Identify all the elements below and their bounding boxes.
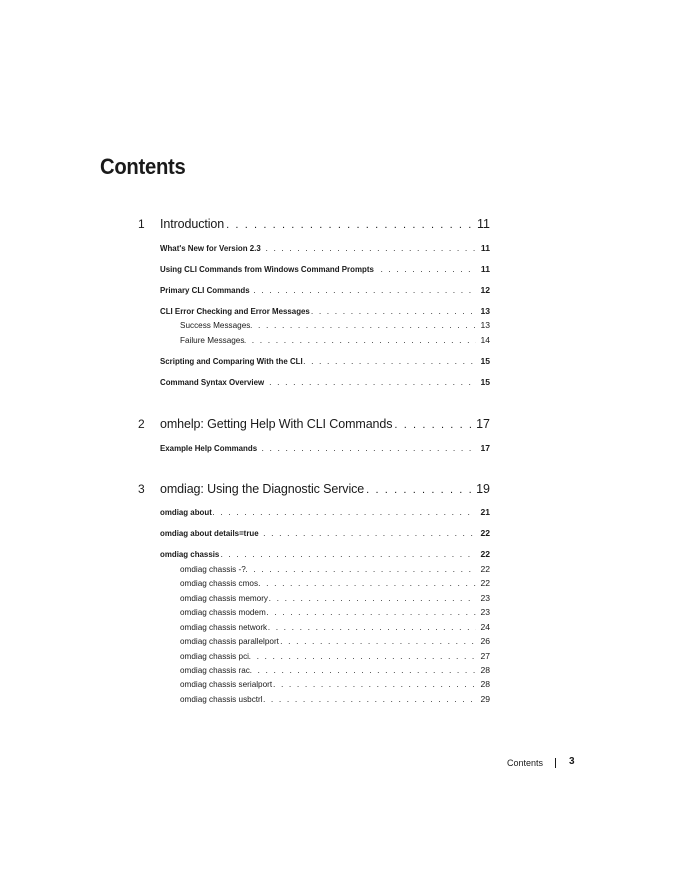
- page-number: 11: [480, 243, 490, 253]
- chapter-number: 2: [138, 417, 145, 431]
- toc-section-entry[interactable]: [0, 376, 680, 394]
- dot-leader: [248, 319, 476, 331]
- dot-leader: [259, 376, 476, 388]
- dot-leader: [264, 606, 476, 618]
- entry-label: omdiag chassis modem: [180, 607, 266, 617]
- toc-subsection-entry[interactable]: [0, 334, 680, 352]
- page-number: 19: [476, 482, 490, 496]
- entry-label: omhelp: Getting Help With CLI Commands: [160, 417, 393, 431]
- toc-chapter-entry[interactable]: [0, 416, 680, 434]
- page-number: 17: [476, 417, 490, 431]
- dot-leader: [271, 678, 476, 690]
- entry-label: omdiag chassis memory: [180, 593, 269, 603]
- page-number: 22: [480, 528, 490, 538]
- toc-subsection-entry[interactable]: [0, 693, 680, 711]
- toc-section-entry[interactable]: [0, 263, 680, 281]
- entry-label: Introduction: [160, 217, 225, 231]
- entry-label: omdiag chassis -?: [180, 564, 246, 574]
- page-number: 24: [480, 622, 490, 632]
- dot-leader: [309, 305, 476, 317]
- dot-leader: [261, 693, 476, 705]
- page-number: 22: [480, 564, 490, 574]
- dot-leader: [202, 506, 476, 518]
- entry-label: Using CLI Commands from Windows Command Prompts: [160, 264, 374, 274]
- entry-label: CLI Error Checking and Error Messages: [160, 306, 310, 316]
- page-number: 21: [480, 507, 490, 517]
- page-number: 27: [480, 651, 490, 661]
- dot-leader: [267, 592, 476, 604]
- toc-chapter-entry[interactable]: [0, 216, 680, 234]
- toc-section-entry[interactable]: [0, 506, 680, 524]
- page-number: 17: [480, 443, 490, 453]
- entry-label: omdiag chassis rac: [180, 665, 250, 675]
- page-number: 28: [480, 665, 490, 675]
- toc-section-entry[interactable]: [0, 442, 680, 460]
- toc-section-entry[interactable]: [0, 242, 680, 260]
- dot-leader: [224, 217, 476, 233]
- page-number: 22: [480, 578, 490, 588]
- entry-label: omdiag about: [160, 507, 212, 517]
- dot-leader: [378, 263, 476, 275]
- page-number: 11: [477, 217, 490, 231]
- entry-label: omdiag chassis network: [180, 622, 268, 632]
- page-number: 14: [480, 335, 490, 345]
- chapter-number: 3: [138, 482, 145, 496]
- dot-leader: [364, 482, 476, 498]
- dot-leader: [253, 527, 476, 539]
- entry-label: omdiag chassis usbctrl: [180, 694, 263, 704]
- entry-label: omdiag: Using the Diagnostic Service: [160, 482, 365, 496]
- page-number: 23: [480, 593, 490, 603]
- entry-label: Primary CLI Commands: [160, 285, 250, 295]
- dot-leader: [242, 334, 476, 346]
- dot-leader: [210, 548, 476, 560]
- dot-leader: [243, 284, 476, 296]
- dot-leader: [278, 635, 476, 647]
- toc-chapter-entry[interactable]: [0, 481, 680, 499]
- entry-label: Scripting and Comparing With the CLI: [160, 356, 303, 366]
- entry-label: Example Help Commands: [160, 443, 258, 453]
- entry-label: omdiag chassis parallelport: [180, 636, 279, 646]
- dot-leader: [247, 650, 476, 662]
- page-number: 15: [480, 356, 490, 366]
- dot-leader: [301, 355, 476, 367]
- page-number: 26: [480, 636, 490, 646]
- entry-label: omdiag chassis: [160, 549, 220, 559]
- dot-leader: [243, 563, 476, 575]
- page-number: 29: [480, 694, 490, 704]
- entry-label: Command Syntax Overview: [160, 377, 265, 387]
- entry-label: omdiag chassis cmos: [180, 578, 259, 588]
- toc-section-entry[interactable]: [0, 284, 680, 302]
- page-title: Contents: [100, 154, 186, 179]
- footer-page-number: 3: [569, 756, 575, 767]
- page-number: 28: [480, 679, 490, 689]
- entry-label: omdiag about details=true: [160, 528, 259, 538]
- entry-label: Success Messages: [180, 320, 251, 330]
- page-number: 13: [480, 306, 490, 316]
- entry-label: Failure Messages: [180, 335, 245, 345]
- entry-label: What's New for Version 2.3: [160, 243, 261, 253]
- page-number: 13: [480, 320, 490, 330]
- entry-label: omdiag chassis pci: [180, 651, 249, 661]
- dot-leader: [266, 621, 476, 633]
- dot-leader: [392, 417, 476, 433]
- page-number: 12: [480, 285, 490, 295]
- chapter-number: 1: [138, 217, 145, 231]
- dot-leader: [248, 664, 476, 676]
- page-number: 22: [480, 549, 490, 559]
- toc-section-entry[interactable]: [0, 355, 680, 373]
- footer-section-label: Contents: [507, 758, 544, 768]
- dot-leader: [252, 442, 476, 454]
- page-number: 15: [480, 377, 490, 387]
- footer-divider: [555, 758, 556, 768]
- page-number: 11: [480, 264, 490, 274]
- entry-label: omdiag chassis serialport: [180, 679, 273, 689]
- dot-leader: [256, 577, 476, 589]
- toc-section-entry[interactable]: [0, 527, 680, 545]
- page-number: 23: [480, 607, 490, 617]
- dot-leader: [256, 242, 477, 254]
